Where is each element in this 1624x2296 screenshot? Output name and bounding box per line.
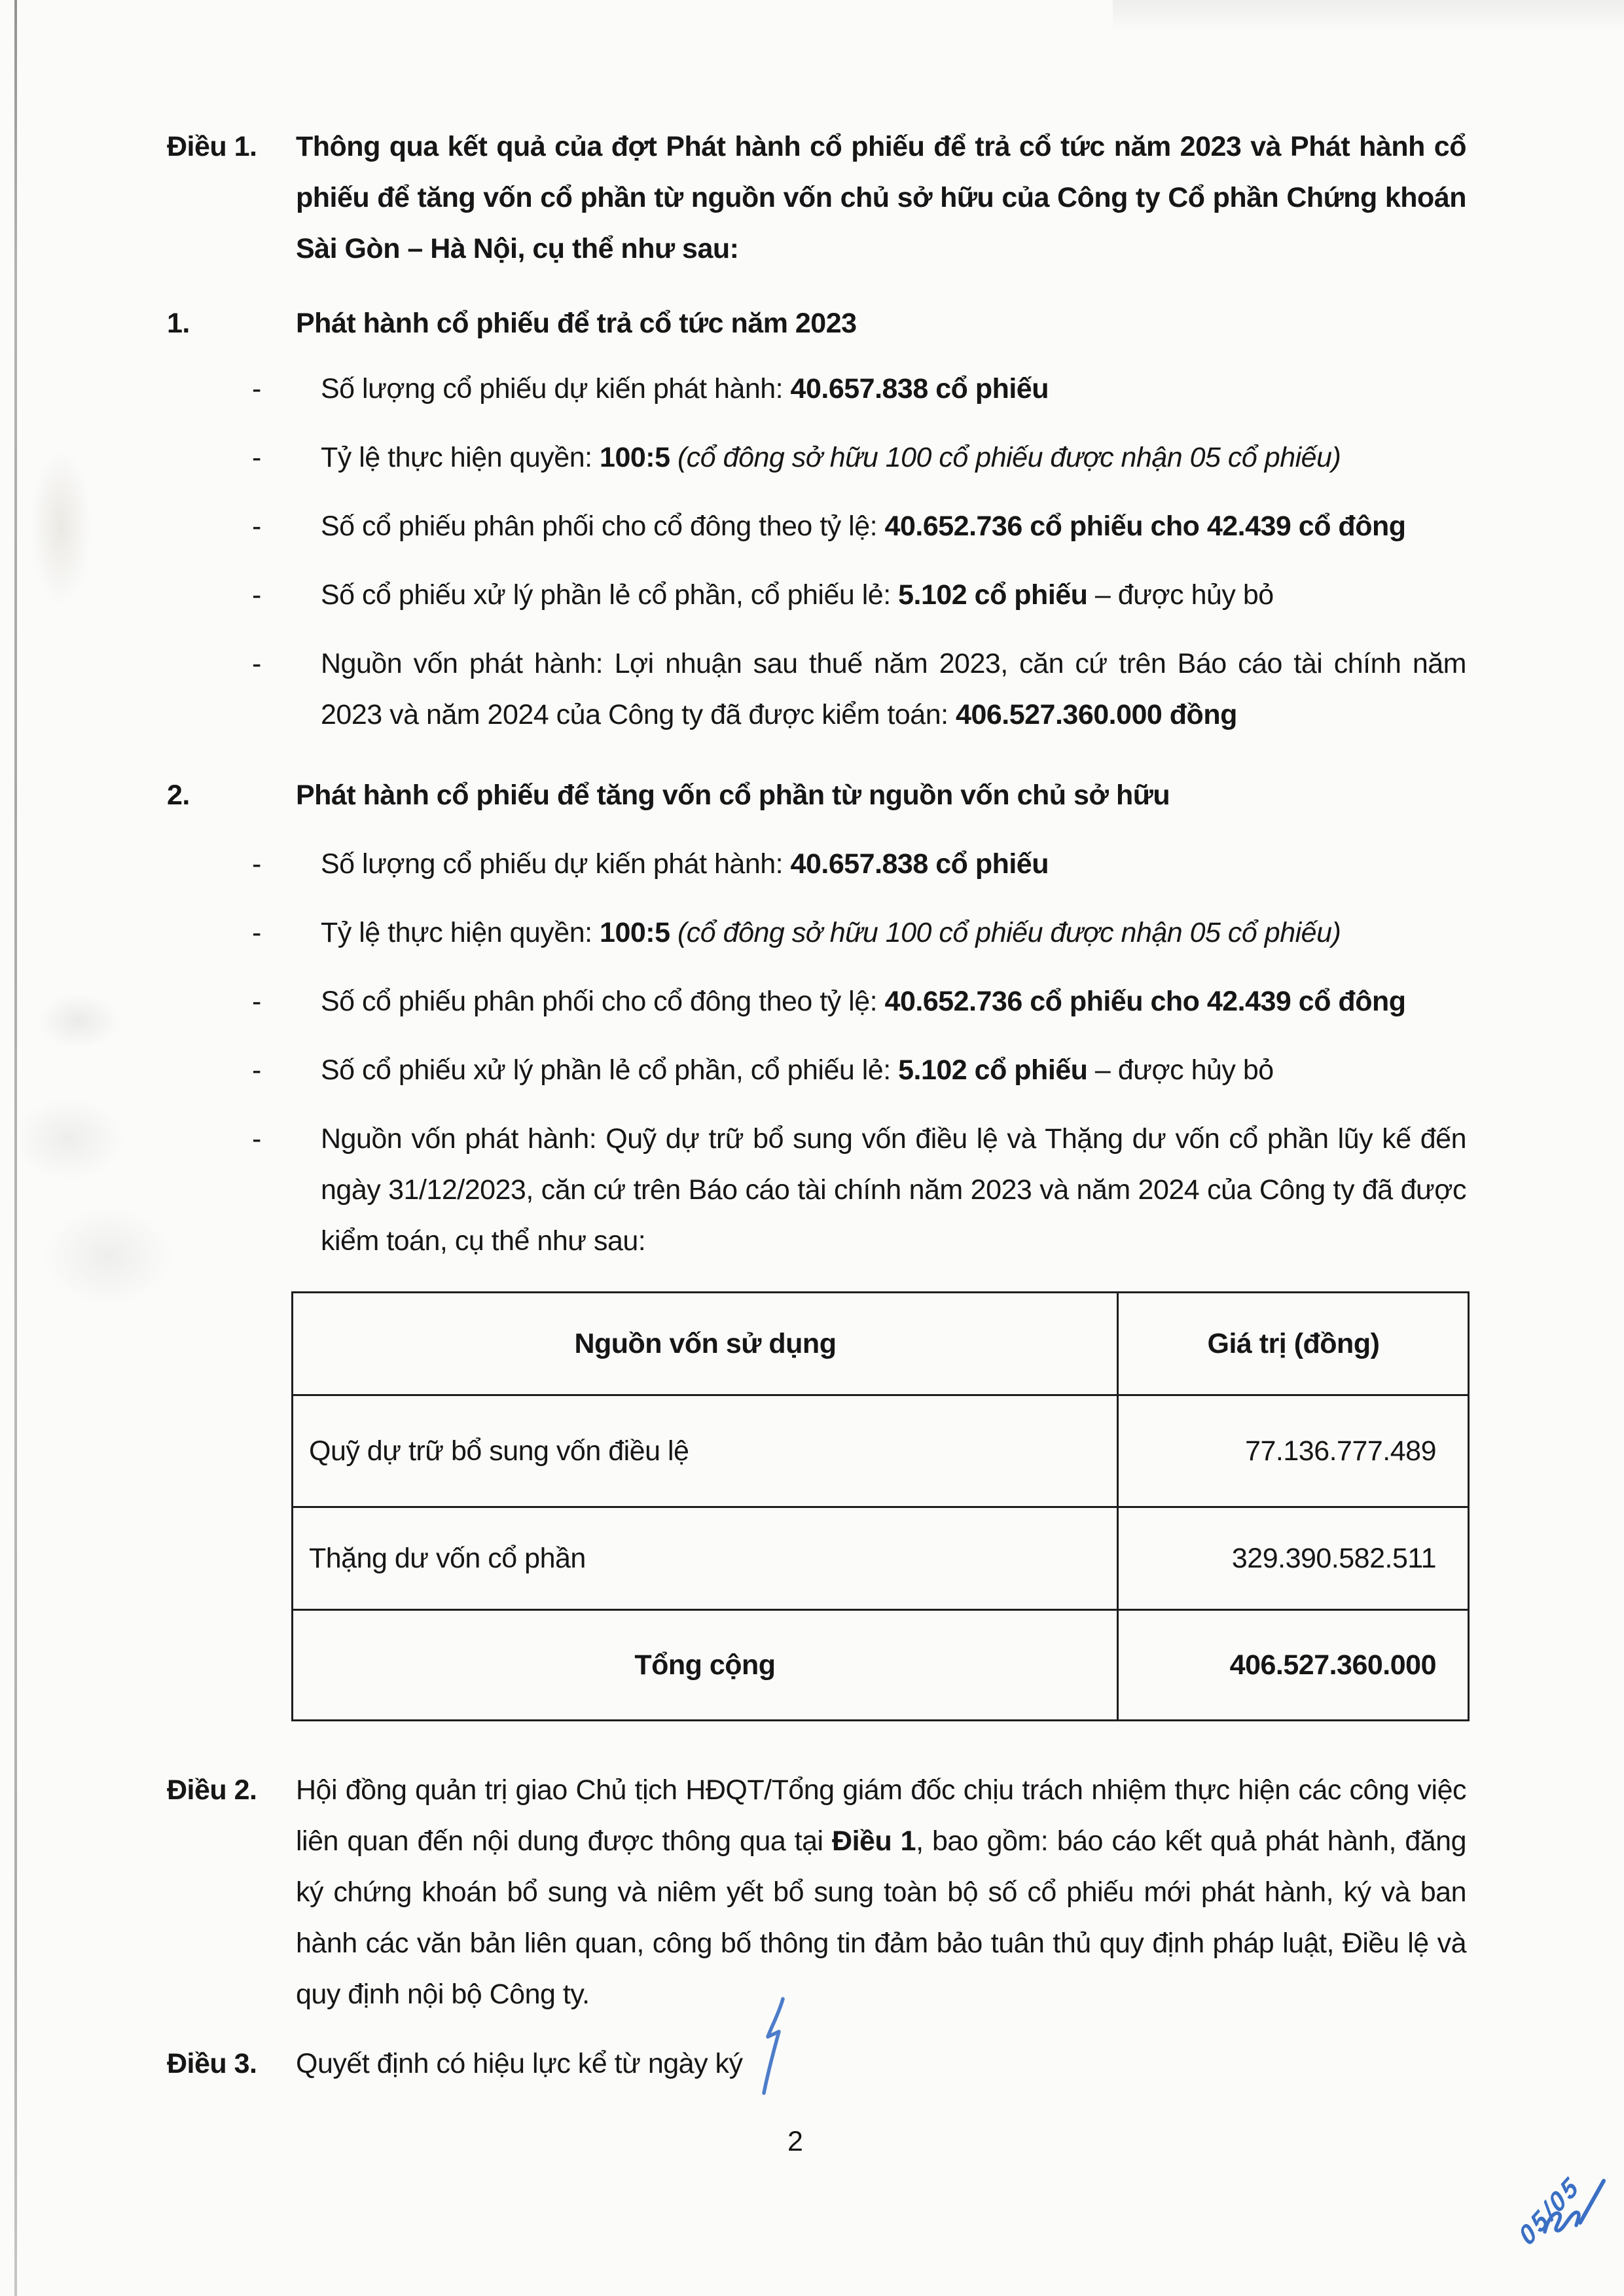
bullet-dash: -	[252, 579, 261, 611]
bullet-text-bold: 5.102 cổ phiếu	[898, 579, 1088, 611]
table-total-row	[293, 1610, 1469, 1721]
header-value-cell: Giá trị (đồng)	[1117, 1293, 1468, 1395]
bullet-text	[321, 838, 1466, 889]
bullet-dash: -	[252, 986, 261, 1017]
bullet-text-bold: 40.657.838 cổ phiếu	[790, 848, 1049, 880]
bullet-dash: -	[252, 848, 261, 880]
table-row	[293, 1395, 1469, 1507]
bullet-text	[321, 907, 1466, 958]
scan-shadow-artifact	[1113, 0, 1624, 33]
bullet-text	[321, 569, 1466, 620]
scan-edge-artifact	[14, 0, 17, 2296]
bullet-text-bold: 40.652.736 cổ phiếu cho 42.439 cổ đông	[884, 511, 1406, 542]
section-2-heading	[167, 770, 1466, 821]
bullet-dash: -	[252, 511, 261, 542]
stamp-bleed-smudge	[18, 419, 103, 635]
bullet-dash: -	[252, 648, 261, 679]
article-2-text-regular: Hội đồng quản trị giao Chủ tịch HĐQT/Tổng giám đốc chịu trách nhiệm thực hiện các công việc liên quan đến nội dung được thông qua tại	[296, 1774, 1466, 1857]
bullet-text-bold: 406.527.360.000 đồng	[956, 699, 1237, 730]
bullet-dash: -	[252, 917, 261, 948]
list-item	[167, 569, 1466, 620]
bullet-text-regular: Số lượng cổ phiếu dự kiến phát hành:	[321, 848, 791, 880]
bullet-text-bold: 100:5	[600, 442, 677, 473]
article-1-label: Điều 1.	[167, 131, 257, 162]
bullet-text-bold: 40.652.736 cổ phiếu cho 42.439 cổ đông	[884, 986, 1406, 1017]
page-number: 2	[787, 2126, 803, 2157]
section-1-title: Phát hành cổ phiếu để trả cổ tức năm 2023	[296, 308, 857, 339]
article-3-label: Điều 3.	[167, 2048, 257, 2079]
header-source-cell: Nguồn vốn sử dụng	[293, 1293, 1118, 1395]
article-3-text: Quyết định có hiệu lực kể từ ngày ký	[296, 2048, 743, 2079]
bullet-text	[321, 432, 1466, 483]
bullet-text-bold: 5.102 cổ phiếu	[898, 1054, 1088, 1086]
funding-sources-table	[291, 1291, 1470, 1721]
bullet-text	[321, 976, 1466, 1027]
source-cell: Thặng dư vốn cổ phần	[293, 1507, 1118, 1610]
bullet-text-regular: Nguồn vốn phát hành: Quỹ dự trữ bổ sung vốn điều lệ và Thặng dư vốn cổ phần lũy kế đến ngày 31/12/2023, căn cứ trên Báo cáo tài chính năm 2023 và năm 2024 của Công ty đã được kiểm toán, cụ thể như sau:	[321, 1123, 1466, 1257]
list-item	[167, 907, 1466, 958]
value-cell: 77.136.777.489	[1117, 1395, 1468, 1507]
bullet-text-italic: (cổ đông sở hữu 100 cổ phiếu được nhận 05 cổ phiếu)	[677, 442, 1341, 473]
list-item	[167, 638, 1466, 740]
list-item	[167, 1113, 1466, 1266]
article-2	[167, 1765, 1466, 2020]
bullet-text-regular: Tỷ lệ thực hiện quyền:	[321, 917, 600, 948]
handwritten-date-note: 05/05	[1513, 2170, 1585, 2251]
article-1	[167, 121, 1466, 274]
bullet-dash: -	[252, 373, 261, 404]
bullet-text-bold: 100:5	[600, 917, 677, 948]
list-item	[167, 501, 1466, 552]
bullet-text-italic: (cổ đông sở hữu 100 cổ phiếu được nhận 05 cổ phiếu)	[677, 917, 1341, 948]
bullet-text-regular: – được hủy bỏ	[1087, 579, 1274, 611]
bullet-text-regular: Số cổ phiếu xử lý phần lẻ cổ phần, cổ phiếu lẻ:	[321, 579, 899, 611]
bullet-text-regular: Số cổ phiếu xử lý phần lẻ cổ phần, cổ phiếu lẻ:	[321, 1054, 899, 1086]
table-header-row	[293, 1293, 1469, 1395]
source-cell: Quỹ dự trữ bổ sung vốn điều lệ	[293, 1395, 1118, 1507]
article-2-text-bold: Điều 1	[832, 1825, 916, 1857]
section-1-number: 1.	[167, 308, 190, 339]
bullet-text-bold: 40.657.838 cổ phiếu	[790, 373, 1049, 404]
table-row	[293, 1507, 1469, 1610]
list-item	[167, 838, 1466, 889]
bullet-dash: -	[252, 442, 261, 473]
article-2-label: Điều 2.	[167, 1774, 257, 1806]
section-1-heading	[167, 298, 1466, 349]
bullet-text	[321, 638, 1466, 740]
total-label-cell: Tổng cộng	[293, 1610, 1118, 1721]
bullet-text-regular: Số lượng cổ phiếu dự kiến phát hành:	[321, 373, 791, 404]
list-item	[167, 363, 1466, 414]
article-2-text-regular: , bao gồm: báo cáo kết quả phát hành, đăng ký chứng khoán bổ sung và niêm yết bổ sung toàn bộ số cổ phiếu mới phát hành, ký và ban hành các văn bản liên quan, công bố thông tin đảm bảo tuân thủ quy định pháp luật, Điều lệ và quy định nội bộ Công ty.	[296, 1825, 1466, 2010]
pen-stroke-mark	[753, 1995, 812, 2106]
article-2-text	[296, 1765, 1466, 2020]
section-2-title: Phát hành cổ phiếu để tăng vốn cổ phần từ nguồn vốn chủ sở hữu	[296, 780, 1170, 811]
value-cell: 329.390.582.511	[1117, 1507, 1468, 1610]
list-item	[167, 1045, 1466, 1096]
list-item	[167, 432, 1466, 483]
bullet-text	[321, 501, 1466, 552]
bullet-text-regular: Số cổ phiếu phân phối cho cổ đông theo tỷ lệ:	[321, 986, 885, 1017]
bullet-dash: -	[252, 1123, 261, 1155]
bullet-text-regular: Số cổ phiếu phân phối cho cổ đông theo tỷ lệ:	[321, 511, 885, 542]
bullet-text	[321, 1045, 1466, 1096]
bullet-text	[321, 363, 1466, 414]
bullet-text-regular: – được hủy bỏ	[1087, 1054, 1274, 1086]
bullet-text-regular: Nguồn vốn phát hành: Lợi nhuận sau thuế năm 2023, căn cứ trên Báo cáo tài chính năm 2023 và năm 2024 của Công ty đã được kiểm toán:	[321, 648, 1466, 730]
bullet-text-regular: Tỷ lệ thực hiện quyền:	[321, 442, 600, 473]
total-value-cell: 406.527.360.000	[1117, 1610, 1468, 1721]
article-1-text: Thông qua kết quả của đợt Phát hành cổ phiếu để trả cổ tức năm 2023 và Phát hành cổ phiếu để tăng vốn cổ phần từ nguồn vốn chủ sở hữu của Công ty Cổ phần Chứng khoán Sài Gòn – Hà Nội, cụ thể như sau:	[296, 131, 1466, 264]
bullet-text	[321, 1113, 1466, 1266]
article-3	[167, 2038, 1466, 2089]
bullet-dash: -	[252, 1054, 261, 1086]
list-item	[167, 976, 1466, 1027]
section-2-number: 2.	[167, 780, 190, 811]
document-body	[167, 121, 1466, 2089]
